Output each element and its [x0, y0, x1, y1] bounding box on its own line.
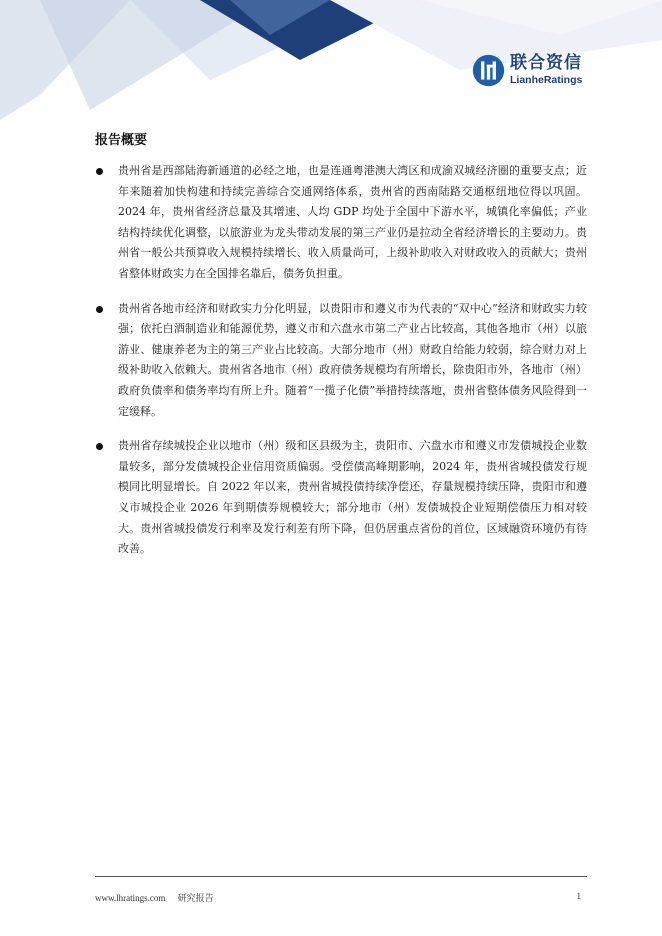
brand-name-en: LianheRatings — [510, 73, 583, 86]
bullet-dot-icon — [96, 168, 103, 175]
summary-list — [95, 161, 587, 574]
footer-label: 研究报告 — [177, 893, 214, 903]
lianhe-logo-icon — [472, 54, 505, 87]
bullet-dot-icon — [96, 306, 103, 313]
brand-name-cn: 联合资信 — [510, 52, 582, 73]
summary-paragraph: 贵州省存续城投企业以地市（州）级和区县级为主，贵阳市、六盘水市和遵义市发债城投企业数量较多，部分发债城投企业信用资质偏弱。受偿债高峰期影响，2024 年，贵州省城投债发行规模同比明显增长。自 2022 年以来，贵州省城投债持续净偿还，存量规模持续压降，贵阳市和遵义市城投企业 2026 年到期债券规模较大；部分地市（州）发债城投企业短期偿债压力相对较大。贵州省城投债发行利率及发行利差有所下降，但仍居重点省份的首位，区域融资环境仍有待改善。 — [118, 439, 587, 556]
summary-bullet — [95, 299, 587, 423]
bullet-dot-icon — [96, 443, 103, 450]
summary-bullet — [95, 436, 587, 560]
section-title: 报告概要 — [95, 133, 148, 148]
page-number: 1 — [576, 891, 581, 901]
footer-url-link[interactable]: www.lhratings.com — [95, 893, 166, 903]
summary-paragraph: 贵州省各地市经济和财政实力分化明显，以贵阳市和遵义市为代表的“双中心”经济和财政实力较强；依托白酒制造业和能源优势，遵义市和六盘水市第二产业占比较高，其他各地市（州）以旅游业、健康养老为主的第三产业占比较高。大部分地市（州）财政自给能力较弱，综合财力对上级补助收入依赖大。贵州省各地市（州）政府债务规模均有所增长，除贵阳市外，各地市（州）政府负债率和债务率均有所上升。随着“一揽子化债”举措持续落地，贵州省整体债务风险得到一定缓释。 — [118, 301, 587, 418]
footer-info — [95, 891, 214, 904]
summary-paragraph: 贵州省是西部陆海新通道的必经之地，也是连通粤港澳大湾区和成渝双城经济圈的重要支点；近年来随着加快构建和持续完善综合交通网络体系，贵州省的西南陆路交通枢纽地位得以巩固。2024 年，贵州省经济总量及其增速、人均 GDP 均处于全国中下游水平，城镇化率偏低；产业结构持续优化调整，以旅游业为龙头带动发展的第三产业仍是拉动全省经济增长的主要动力。贵州省一般公共预算收入规模持续增长、收入质量尚可，上级补助收入对财政收入的贡献大；贵州省整体财政实力在全国排名靠后，债务负担重。 — [118, 164, 587, 280]
footer-divider — [95, 876, 587, 877]
brand-logo — [472, 50, 582, 90]
summary-bullet — [95, 161, 587, 285]
